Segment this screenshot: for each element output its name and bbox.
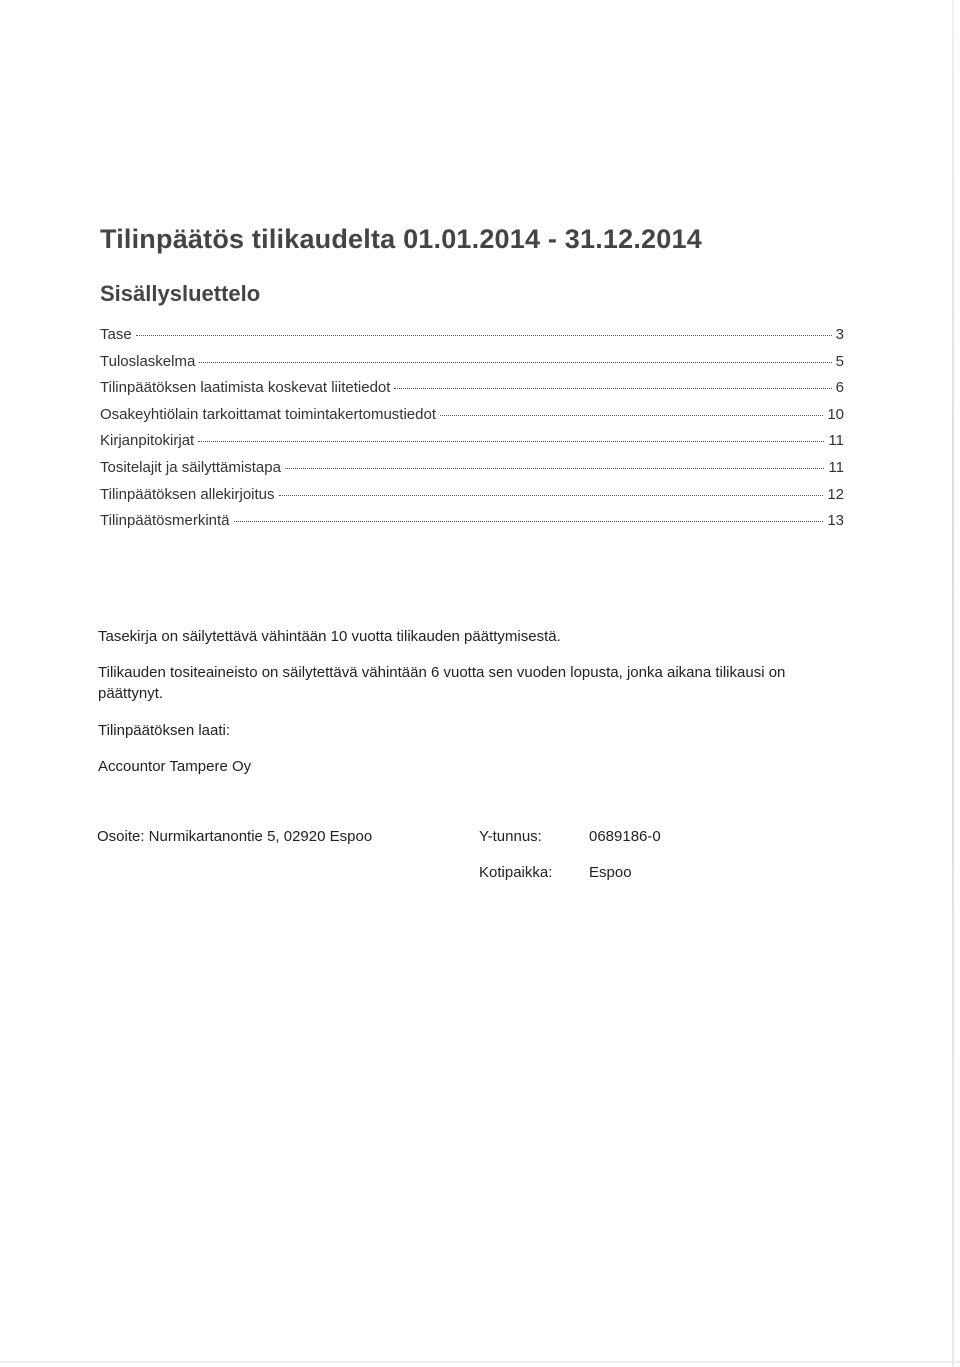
toc-item-page: 5 bbox=[835, 352, 844, 370]
toc-item-label: Tositelajit ja säilyttämistapa bbox=[100, 458, 281, 476]
toc-leader-dots bbox=[234, 521, 824, 522]
toc-item bbox=[100, 406, 844, 433]
domicile-value: Espoo bbox=[589, 864, 632, 881]
toc-item bbox=[100, 432, 844, 459]
toc-item-page: 11 bbox=[828, 432, 844, 450]
toc-leader-dots bbox=[198, 441, 824, 442]
prepared-by-label: Tilinpäätöksen laati: bbox=[98, 722, 231, 739]
toc-heading: Sisällysluettelo bbox=[100, 281, 261, 306]
business-id-value: 0689186-0 bbox=[589, 828, 661, 845]
toc-item-label: Tuloslaskelma bbox=[100, 352, 196, 370]
scan-edge bbox=[952, 0, 954, 1367]
toc-item-label: Tilinpäätöksen allekirjoitus bbox=[100, 485, 275, 503]
toc-item bbox=[100, 326, 844, 353]
toc-item-page: 3 bbox=[835, 326, 844, 343]
toc-item bbox=[100, 353, 844, 380]
toc-item-page: 10 bbox=[827, 405, 844, 423]
toc-item-page: 11 bbox=[828, 458, 844, 476]
toc-item-label: Tilinpäätösmerkintä bbox=[100, 512, 230, 530]
toc-leader-dots bbox=[199, 362, 831, 363]
retention-note-vouchers: Tilikauden tositeaineisto on säilytettävä vähintään 6 vuotta sen vuoden lopusta, jonka aikana tilikausi on päättynyt. bbox=[98, 664, 786, 702]
retention-note-ledger: Tasekirja on säilytettävä vähintään 10 vuotta tilikauden päättymisestä. bbox=[98, 628, 561, 645]
toc-leader-dots bbox=[440, 415, 823, 416]
toc-item-label: Kirjanpitokirjat bbox=[100, 432, 195, 450]
toc-item-label: Tilinpäätöksen laatimista koskevat liitetiedot bbox=[100, 379, 391, 397]
toc-item-label: Tase bbox=[100, 326, 132, 343]
toc-item-page: 6 bbox=[835, 379, 844, 397]
toc-item-label: Osakeyhtiölain tarkoittamat toimintakertomustiedot bbox=[100, 405, 436, 423]
toc-item bbox=[100, 459, 844, 486]
toc-item bbox=[100, 512, 844, 539]
table-of-contents bbox=[100, 326, 844, 539]
page-title: Tilinpäätös tilikaudelta 01.01.2014 - 31.12.2014 bbox=[100, 224, 702, 254]
toc-item bbox=[100, 379, 844, 406]
toc-leader-dots bbox=[394, 388, 831, 389]
toc-item bbox=[100, 486, 844, 513]
toc-item-page: 13 bbox=[827, 512, 844, 530]
toc-leader-dots bbox=[136, 335, 832, 336]
toc-item-page: 12 bbox=[827, 485, 844, 503]
toc-leader-dots bbox=[285, 468, 825, 469]
scan-edge-bottom bbox=[0, 1361, 960, 1363]
preparer-name: Accountor Tampere Oy bbox=[98, 758, 252, 775]
company-address: Osoite: Nurmikartanontie 5, 02920 Espoo bbox=[97, 828, 373, 845]
toc-leader-dots bbox=[279, 495, 824, 496]
business-id-label: Y-tunnus: bbox=[479, 828, 542, 845]
domicile-label: Kotipaikka: bbox=[479, 864, 553, 881]
